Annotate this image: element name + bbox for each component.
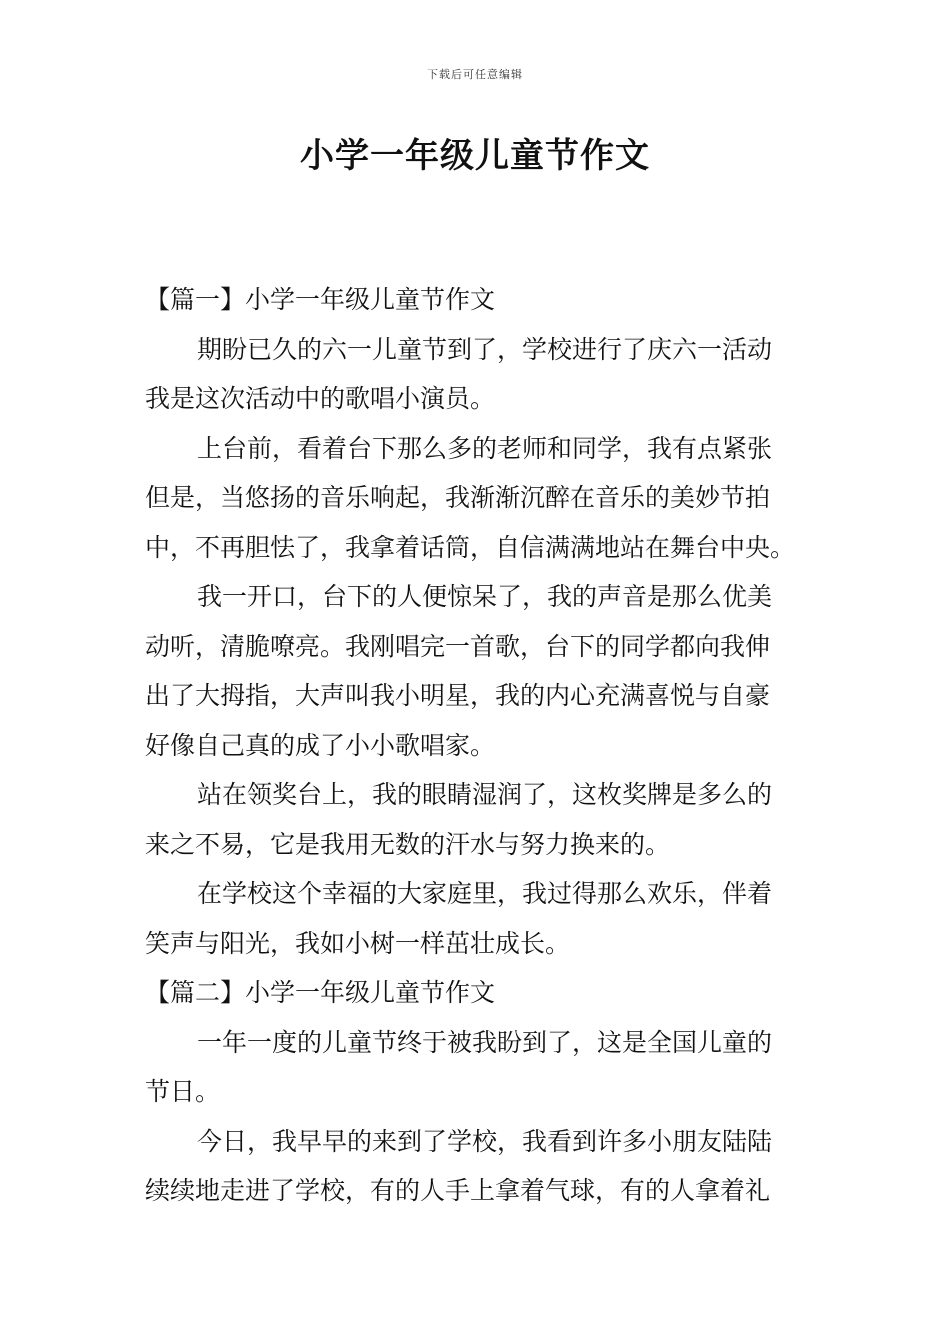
paragraph-line: 在学校这个幸福的大家庭里，我过得那么欢乐，伴着	[197, 879, 773, 908]
paragraph-line: 动听，清脆嘹亮。我刚唱完一首歌，台下的同学都向我伸	[145, 631, 771, 661]
paragraph-line: 节日。	[145, 1077, 221, 1106]
paragraph-line: 续续地走进了学校，有的人手上拿着气球，有的人拿着礼	[145, 1176, 771, 1205]
paragraph-line: 来之不易，它是我用无数的汗水与努力换来的。	[145, 829, 671, 859]
paragraph-line: 好像自己真的成了小小歌唱家。	[145, 730, 496, 760]
paragraph-line: 站在领奖台上，我的眼睛湿润了，这枚奖牌是多么的	[197, 780, 773, 809]
paragraph-line: 期盼已久的六一儿童节到了，学校进行了庆六一活动	[197, 334, 773, 364]
document-body	[145, 275, 810, 1216]
paragraph-line: 上台前，看着台下那么多的老师和同学，我有点紧张	[197, 433, 773, 463]
paragraph-line: 今日，我早早的来到了学校，我看到许多小朋友陆陆	[197, 1126, 773, 1156]
paragraph-line: 出了大拇指，大声叫我小明星，我的内心充满喜悦与自豪	[145, 681, 771, 710]
header-note: 下载后可任意编辑	[427, 68, 523, 81]
paragraph-line: 我一开口，台下的人便惊呆了，我的声音是那么优美	[197, 582, 773, 611]
section-heading: 【篇二】小学一年级儿童节作文	[145, 978, 496, 1007]
paragraph-line: 我是这次活动中的歌唱小演员。	[145, 384, 496, 413]
paragraph-line: 笑声与阳光，我如小树一样茁壮成长。	[145, 928, 571, 958]
document-title: 小学一年级儿童节作文	[300, 136, 650, 176]
section-heading: 【篇一】小学一年级儿童节作文	[145, 285, 496, 314]
paragraph-line: 但是，当悠扬的音乐响起，我渐渐沉醉在音乐的美妙节拍	[145, 483, 771, 512]
paragraph-line: 中，不再胆怯了，我拿着话筒，自信满满地站在舞台中央。	[145, 532, 796, 562]
paragraph-line: 一年一度的儿童节终于被我盼到了，这是全国儿童的	[197, 1027, 773, 1057]
